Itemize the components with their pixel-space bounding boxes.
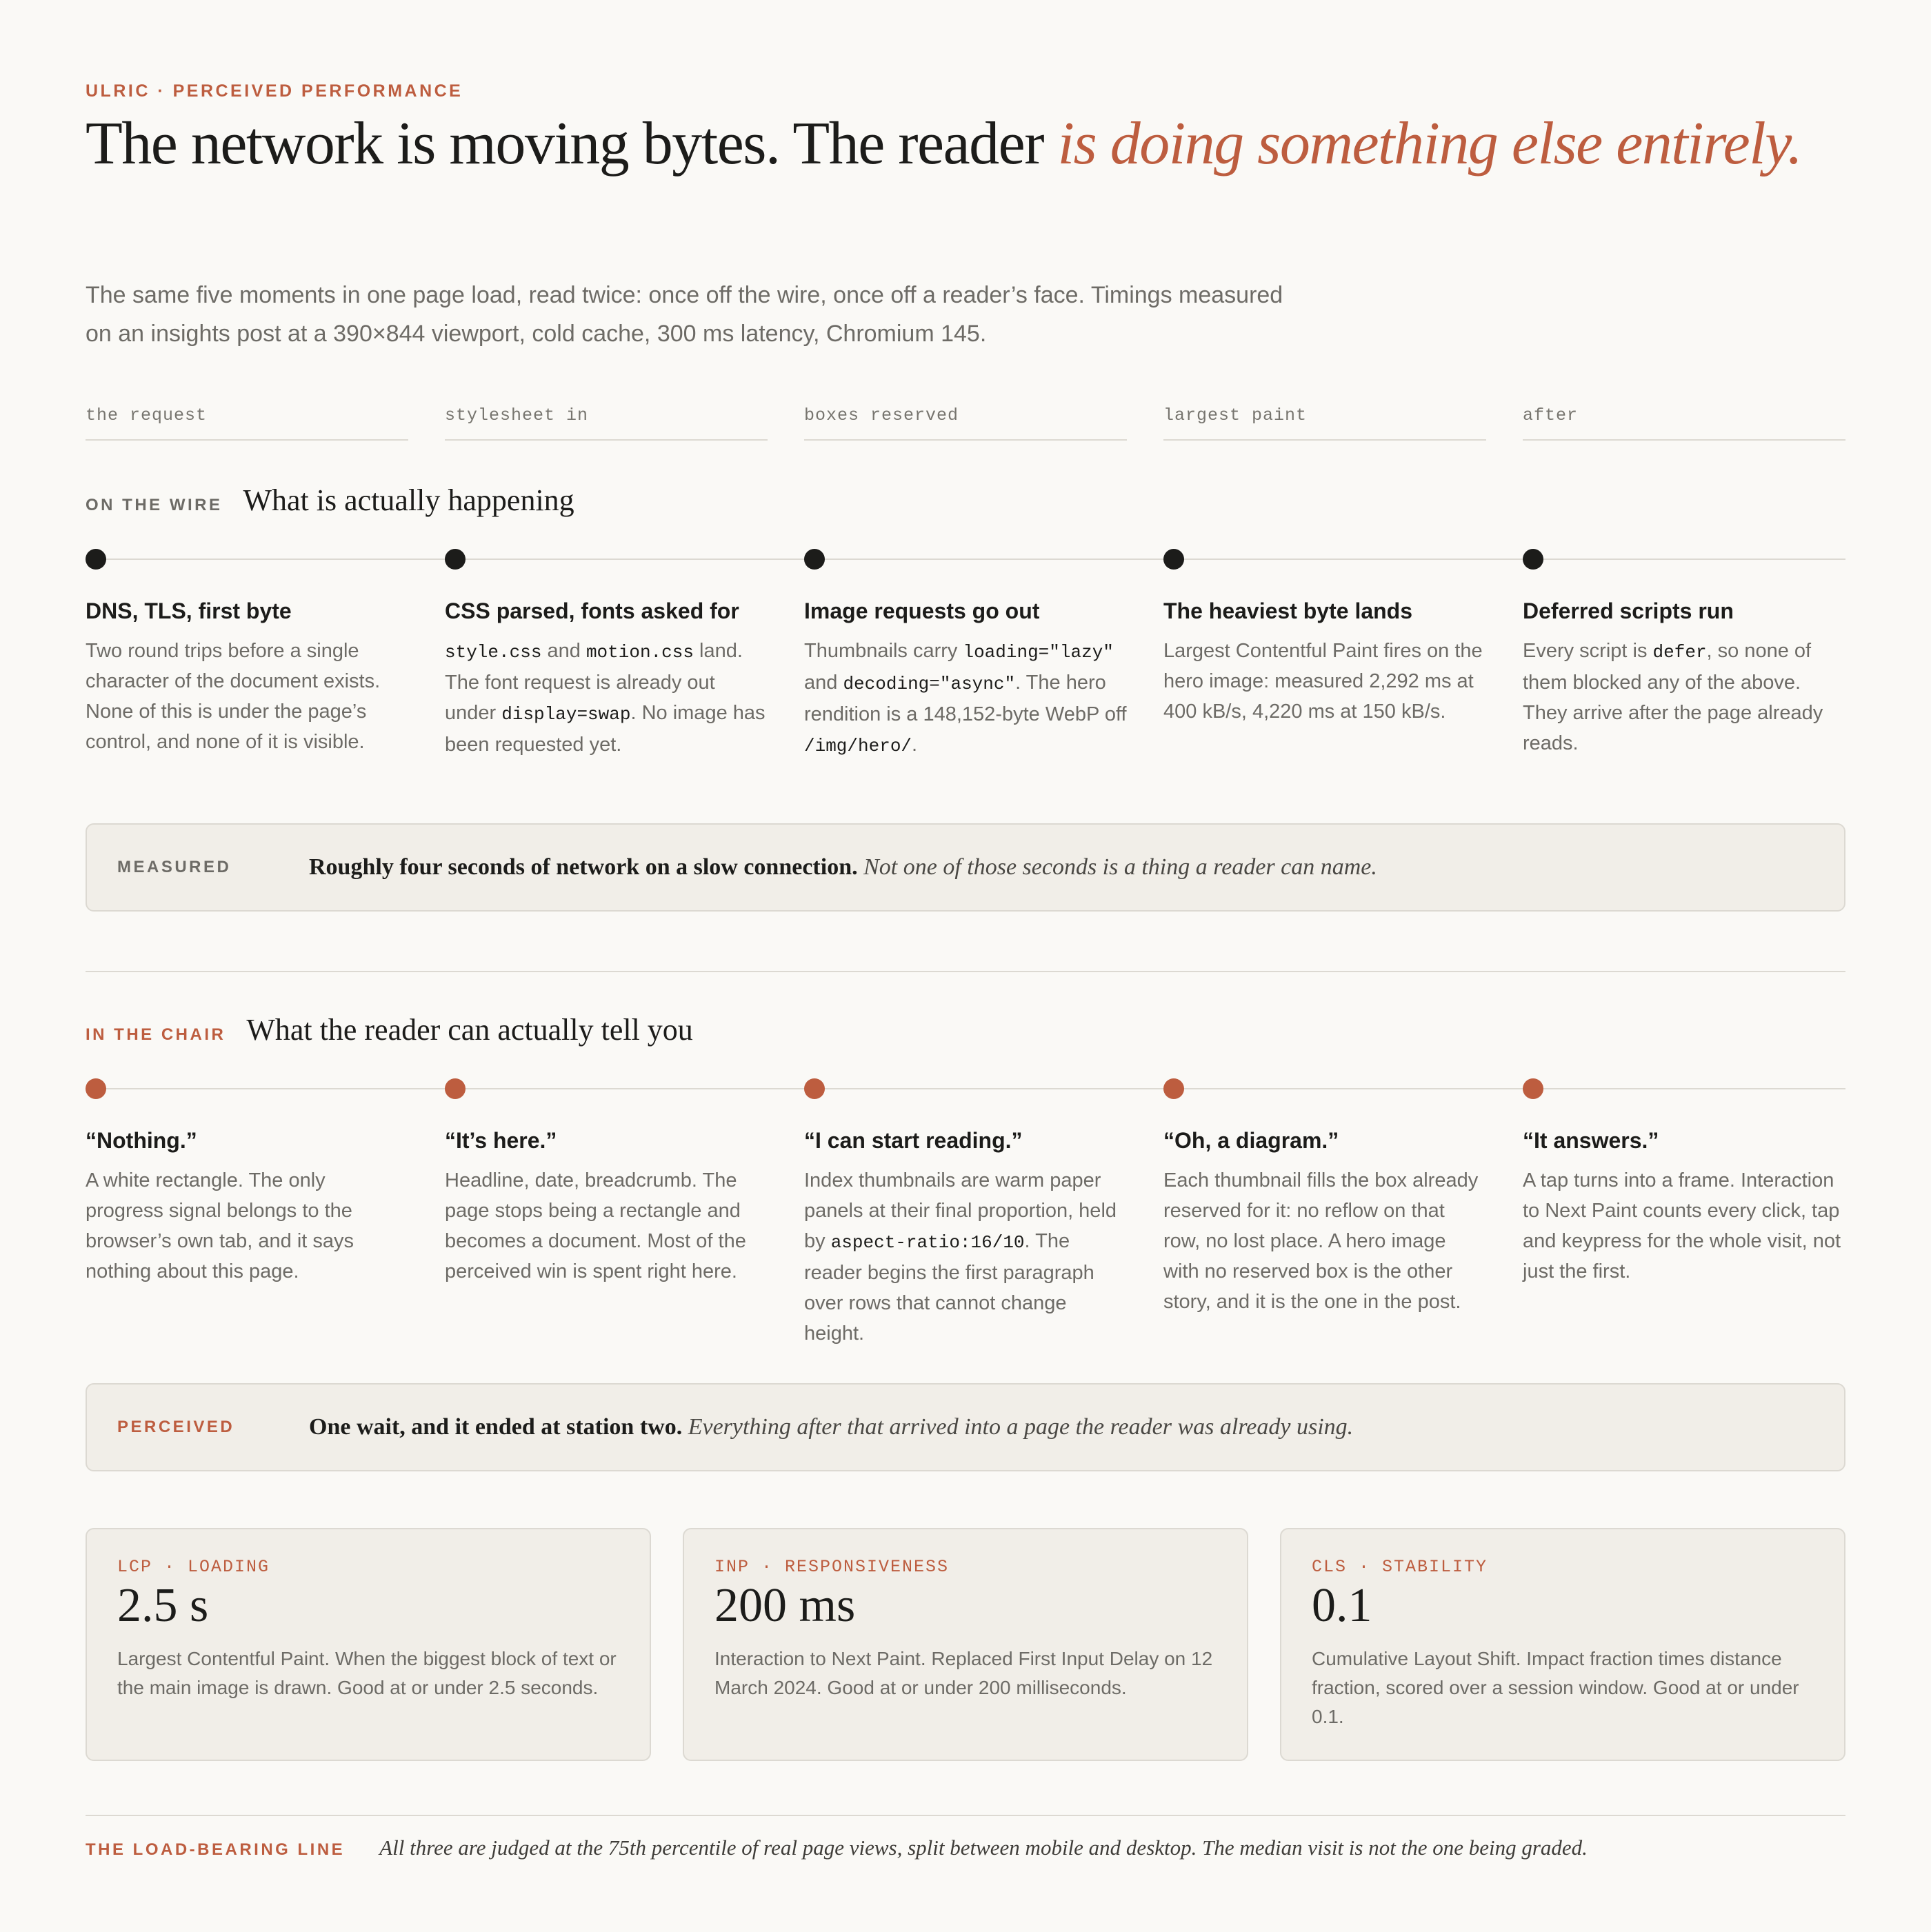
text-run: Index thumbnails are warm paper panels at their final proportion, held by xyxy=(804,1169,1117,1252)
wire-timeline-dot xyxy=(1523,549,1543,570)
callout-text xyxy=(309,1414,1353,1440)
headline-accent: is doing something else entirely. xyxy=(1057,110,1802,177)
chair-timeline-dot xyxy=(1523,1078,1543,1099)
chair-step xyxy=(1163,1125,1486,1349)
text-run: . No image has been requested yet. xyxy=(445,702,766,756)
perceived-callout xyxy=(86,1383,1845,1471)
callout-strong: One wait, and it ended at station two. xyxy=(309,1414,683,1440)
metric-label: LCP · LOADING xyxy=(117,1557,270,1577)
step-title: “It answers.” xyxy=(1523,1128,1659,1153)
callout-em: Not one of those seconds is a thing a reader can name. xyxy=(863,854,1377,880)
wire-section-tag: ON THE WIRE xyxy=(86,496,223,514)
step-title: “It’s here.” xyxy=(445,1128,557,1153)
chair-timeline-dot xyxy=(1163,1078,1184,1099)
phase-label: largest paint xyxy=(1163,405,1486,441)
chair-timeline-track xyxy=(86,1088,1845,1089)
callout-tag: PERCEIVED xyxy=(117,1418,235,1436)
step-text xyxy=(445,1165,768,1287)
inline-code: style.css xyxy=(445,642,542,663)
callout-em: Everything after that arrived into a page the reader was already using. xyxy=(688,1414,1354,1440)
text-run: A tap turns into a frame. Interaction to Next Paint counts every click, tap and keypress for the whole visit, not just the first. xyxy=(1523,1169,1841,1282)
text-run: , so none of them blocked any of the above. They arrive after the page already reads. xyxy=(1523,640,1823,754)
step-title: The heaviest byte lands xyxy=(1163,598,1413,623)
chair-section-title: What the reader can actually tell you xyxy=(246,1013,693,1047)
step-title: Deferred scripts run xyxy=(1523,598,1734,623)
phase-labels xyxy=(86,405,1845,441)
text-run: . The hero rendition is a 148,152-byte WebP off xyxy=(804,672,1127,725)
chair-step xyxy=(1523,1125,1845,1349)
inline-code: motion.css xyxy=(586,642,694,663)
metric-card-cls xyxy=(1280,1528,1845,1761)
chair-timeline-dot xyxy=(445,1078,466,1099)
step-text xyxy=(86,636,408,757)
footer-text: All three are judged at the 75th percentile of real page views, split between mobile and desktop. The median visit is not the one being graded. xyxy=(379,1835,1588,1860)
inline-code: /img/hero/ xyxy=(804,736,912,756)
text-run: Two round trips before a single character of the document exists. None of this is under the page’s control, and none of it is visible. xyxy=(86,640,381,753)
text-run: land. The font request is already out under xyxy=(445,640,743,724)
headline-plain: The network is moving bytes. The reader xyxy=(86,110,1058,177)
text-run: and xyxy=(804,672,843,694)
step-text xyxy=(1163,636,1486,727)
step-title: “Oh, a diagram.” xyxy=(1163,1128,1339,1153)
metric-card-inp xyxy=(683,1528,1248,1761)
text-run: and xyxy=(541,640,586,662)
inline-code: defer xyxy=(1652,642,1707,663)
step-text xyxy=(1523,1165,1845,1287)
text-run: A white rectangle. The only progress signal belongs to the browser’s own tab, and it says nothing about this page. xyxy=(86,1169,354,1282)
callout-tag: MEASURED xyxy=(117,858,232,876)
wire-steps xyxy=(86,596,1845,761)
footer-note xyxy=(86,1815,1845,1860)
metric-label: CLS · STABILITY xyxy=(1312,1557,1488,1577)
phase-label: boxes reserved xyxy=(804,405,1127,441)
step-title: Image requests go out xyxy=(804,598,1040,623)
inline-code: aspect-ratio:16/10 xyxy=(830,1232,1025,1253)
step-title: CSS parsed, fonts asked for xyxy=(445,598,739,623)
metric-card-lcp xyxy=(86,1528,651,1761)
wire-step xyxy=(1523,596,1845,761)
text-run: Each thumbnail fills the box already reserved for it: no reflow on that row, no lost place. A hero image with no reserved box is the other story, and it is the one in the post. xyxy=(1163,1169,1479,1313)
step-text xyxy=(1163,1165,1486,1317)
step-title: “Nothing.” xyxy=(86,1128,197,1153)
inline-code: display=swap xyxy=(501,704,631,725)
wire-timeline-dot xyxy=(1163,549,1184,570)
subhead: The same five moments in one page load, read twice: once off the wire, once off a reader’s face. Timings measured on an insights post at a 390×844 viewport, cold cache, 300 ms latency, Chromium 145. xyxy=(86,282,1283,347)
measured-callout xyxy=(86,823,1845,912)
wire-step xyxy=(445,596,768,761)
text-run: Every script is xyxy=(1523,640,1653,662)
step-text xyxy=(445,636,768,760)
chair-step xyxy=(86,1125,408,1349)
phase-label: after xyxy=(1523,405,1845,441)
callout-strong: Roughly four seconds of network on a slow connection. xyxy=(309,854,858,880)
step-title: “I can start reading.” xyxy=(804,1128,1023,1153)
chair-section-tag: IN THE CHAIR xyxy=(86,1025,226,1044)
text-run: . The reader begins the first paragraph over rows that cannot change height. xyxy=(804,1230,1094,1345)
metric-label: INP · RESPONSIVENESS xyxy=(714,1557,950,1577)
wire-section-header xyxy=(86,483,574,518)
metric-value: 0.1 xyxy=(1312,1579,1372,1632)
wire-timeline-dot xyxy=(445,549,466,570)
wire-step xyxy=(86,596,408,761)
wire-section-title: What is actually happening xyxy=(243,483,574,517)
metric-text: Interaction to Next Paint. Replaced First Input Delay on 12 March 2024. Good at or under 200 milliseconds. xyxy=(714,1648,1213,1698)
wire-timeline-track xyxy=(86,559,1845,560)
chair-timeline-dot xyxy=(804,1078,825,1099)
metric-text: Largest Contentful Paint. When the biggest block of text or the main image is drawn. Good at or under 2.5 seconds. xyxy=(117,1648,617,1698)
text-run: Thumbnails carry xyxy=(804,640,963,662)
chair-section-header xyxy=(86,1012,693,1047)
chair-step xyxy=(445,1125,768,1349)
phase-label: the request xyxy=(86,405,408,441)
section-divider xyxy=(86,971,1845,972)
wire-step xyxy=(1163,596,1486,761)
step-text xyxy=(1523,636,1845,758)
metric-value: 200 ms xyxy=(714,1579,856,1632)
text-run: Largest Contentful Paint fires on the hero image: measured 2,292 ms at 400 kB/s, 4,220 ms at 150 kB/s. xyxy=(1163,640,1483,723)
step-title: DNS, TLS, first byte xyxy=(86,598,292,623)
chair-step xyxy=(804,1125,1127,1349)
wire-timeline-dot xyxy=(86,549,106,570)
metric-text: Cumulative Layout Shift. Impact fraction times distance fraction, scored over a session window. Good at or under 0.1. xyxy=(1312,1648,1799,1727)
inline-code: decoding="async" xyxy=(843,674,1016,694)
wire-step xyxy=(804,596,1127,761)
step-text xyxy=(86,1165,408,1287)
metric-cards xyxy=(86,1528,1845,1761)
eyebrow: ULRIC · PERCEIVED PERFORMANCE xyxy=(86,81,463,101)
text-run: Headline, date, breadcrumb. The page stops being a rectangle and becomes a document. Most of the perceived win is spent right here. xyxy=(445,1169,746,1282)
chair-steps xyxy=(86,1125,1845,1349)
wire-timeline-dot xyxy=(804,549,825,570)
inline-code: loading="lazy" xyxy=(963,642,1114,663)
phase-label: stylesheet in xyxy=(445,405,768,441)
step-text xyxy=(804,636,1127,761)
footer-tag: THE LOAD-BEARING LINE xyxy=(86,1840,346,1859)
step-text xyxy=(804,1165,1127,1349)
metric-value: 2.5 s xyxy=(117,1579,209,1632)
chair-timeline-dot xyxy=(86,1078,106,1099)
text-run: . xyxy=(912,734,918,756)
callout-text xyxy=(309,854,1377,881)
page-title xyxy=(86,110,1823,178)
